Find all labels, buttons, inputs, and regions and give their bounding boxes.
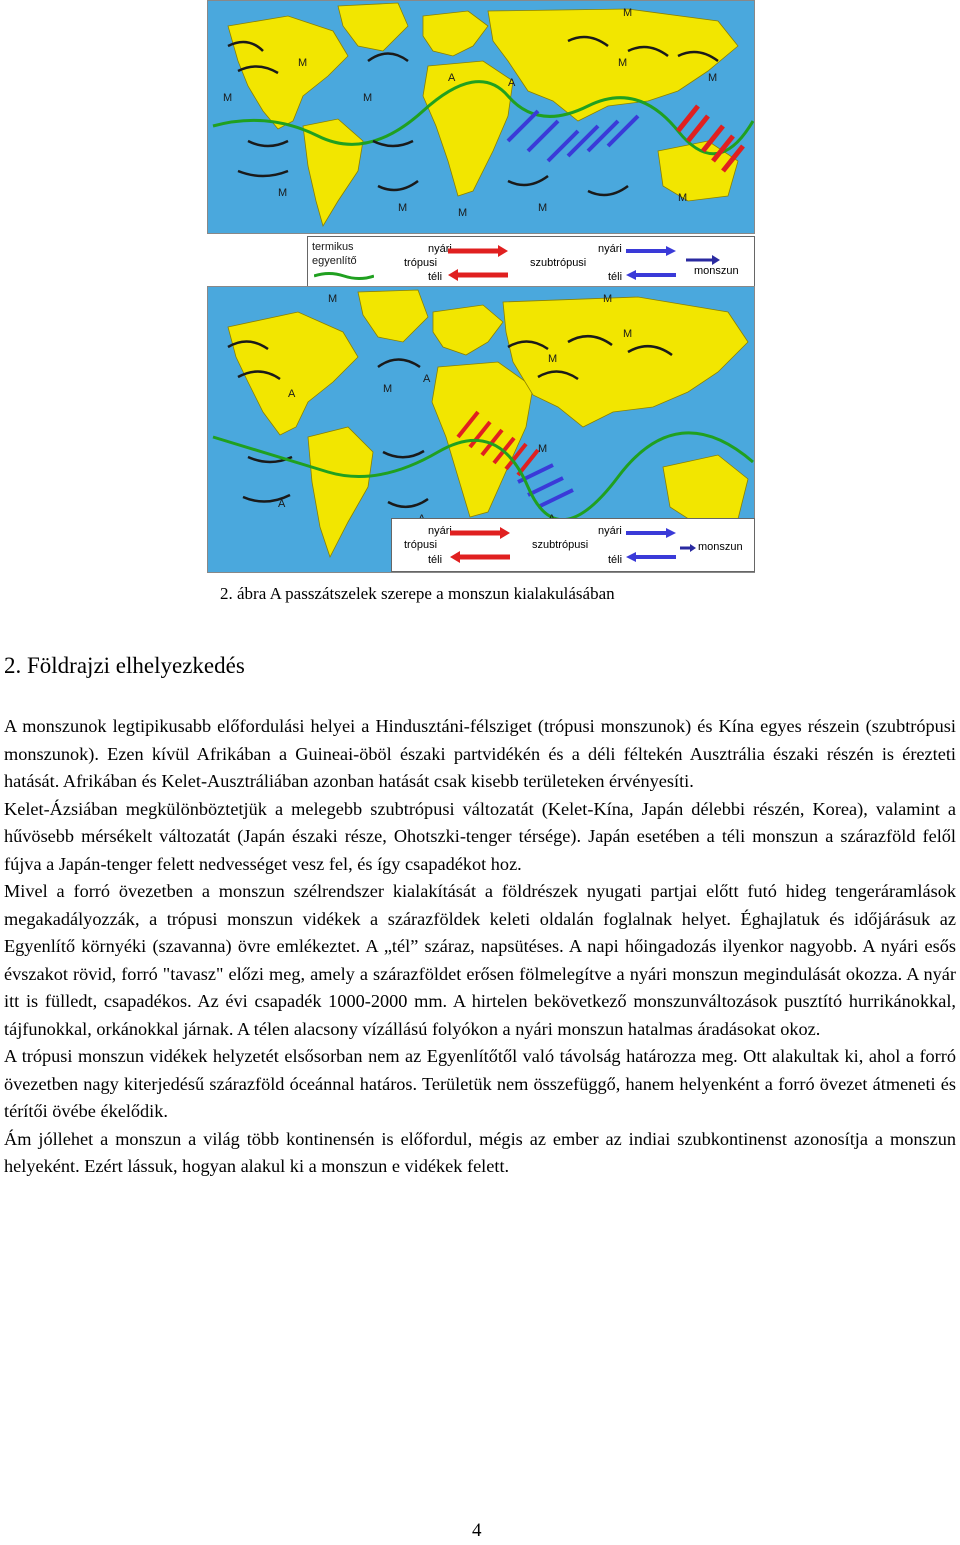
subtropical-arrows-icon (626, 527, 676, 567)
tropical-arrows-icon (450, 527, 510, 567)
figure (207, 0, 753, 570)
legend-tropical-label: trópusi (404, 257, 438, 269)
legend-tropical-winter: téli (428, 271, 443, 283)
map-letter: M (548, 353, 558, 365)
legend-tropical-summer: nyári (428, 525, 452, 537)
map-letter: M (538, 443, 548, 455)
map-letter: M (363, 92, 373, 104)
legend-equator-line1: termikus (312, 241, 354, 253)
monsoon-arrow-icon (680, 543, 696, 553)
legend-subtropical-winter: téli (608, 554, 623, 566)
paragraph: Ám jóllehet a monszun a világ több kontinensén is előfordul, mégis az ember az indiai szubkontinenst azonosítja a monszun helyeként. Ezért lássuk, hogyan alakul ki a monszun e vidékek felett. (4, 1128, 956, 1176)
legend-tropical-label: trópusi (404, 539, 438, 551)
paragraph: Kelet-Ázsiában megkülönböztetjük a melegebb szubtrópusi változatát (Kelet-Kína, Japán délebbi részén, Korea), valamint a hűvösebb mérsékelt változatát (Japán északi része, Ohotszki-tenger térsége). Japán esetében a téli monszun a szárazföld felől fújva a Japán-tenger felett nedvességet vesz fel, és így csapadékot hoz. (4, 798, 956, 874)
map-letter: M (223, 92, 233, 104)
paragraph: A trópusi monszun vidékek helyzetét elsősorban nem az Egyenlítőtől való távolság határozza meg. Ott alakultak ki, ahol a forró övezetben nagy kiterjedésű szárazföld óceánnal határos. Területük nem összefüggő, hanem helyenként a forró övezet átmeneti és térítői övébe ékelődik. (4, 1046, 956, 1121)
map-letter: M (278, 187, 288, 199)
world-map-summer (207, 0, 755, 234)
legend-subtropical-summer: nyári (598, 525, 622, 537)
map-letter: M (538, 202, 548, 214)
paragraph: A monszunok legtipikusabb előfordulási helyei a Hindusztáni-félsziget (trópusi monszunok) és Kína egyes részein (szubtrópusi monszunok). Ezen kívül Afrikában a Guineai-öböl északi partvidékén és a déli féltekén Ausztrália északi részén is érezteti hatását. Afrikában és Kelet-Ausztráliában azonban hatását csak kisebb területeken érvényesíti. (4, 716, 956, 791)
legend-subtropical-label: szubtrópusi (532, 539, 589, 551)
subtropical-arrows-icon (626, 245, 676, 285)
page-number: 4 (472, 1520, 482, 1541)
map-letter: M (623, 328, 633, 340)
tropical-arrows-icon (448, 245, 508, 285)
legend-equator-line2: egyenlítő (312, 255, 357, 267)
map-letter: A (508, 77, 516, 89)
map-letter: M (398, 202, 408, 214)
map-letter: M (623, 7, 633, 19)
legend-summer (307, 236, 755, 288)
map-letter: A (288, 388, 296, 400)
legend-winter (391, 518, 755, 572)
section-heading: 2. Földrajzi elhelyezkedés (4, 653, 245, 678)
map-letter: M (298, 57, 308, 69)
legend-subtropical-label: szubtrópusi (530, 257, 587, 269)
map-letter: M (618, 57, 628, 69)
body-text (4, 713, 956, 1181)
map-letter: M (328, 293, 338, 305)
map-letter: A (278, 498, 286, 510)
map-letter: M (458, 207, 468, 219)
legend-monsoon-label: monszun (694, 265, 739, 277)
figure-caption: 2. ábra A passzátszelek szerepe a monszun kialakulásában (220, 584, 615, 603)
legend-tropical-winter: téli (428, 554, 443, 566)
legend-subtropical-summer: nyári (598, 243, 622, 255)
legend-tropical-summer: nyári (428, 243, 452, 255)
equator-legend-line (314, 271, 374, 281)
legend-monsoon-label: monszun (698, 541, 743, 553)
map-letter: A (448, 72, 456, 84)
map-letter: M (383, 383, 393, 395)
map-letter: M (603, 293, 613, 305)
map-letter: M (708, 72, 718, 84)
map-drawing-summer (208, 1, 754, 233)
legend-subtropical-winter: téli (608, 271, 623, 283)
paragraph: Mivel a forró övezetben a monszun szélrendszer kialakítását a földrészek nyugati partjai előtt futó hideg tengeráramlások megakadályozzák, a trópusi monszun vidékek a szárazföldek keleti oldalán foglalnak helyet. Éghajlatuk és időjárásuk az Egyenlítő környéki (szavanna) övre emlékeztet. A „tél” száraz, napsütéses. A napi hőingadozás ilyenkor nagyobb. A nyári esős évszakot rövid, forró "tavasz" előzi meg, amely a szárazföldet erősen fölmelegítve a nyári monszun megindulását okozza. A nyár itt is fülledt, csapadékos. Az évi csapadék 1000-2000 mm. A hirtelen bekövetkező monszunváltozások pusztító hurrikánokkal, tájfunokkal, orkánokkal járnak. A télen alacsony vízállású folyókon a nyári monszun hatalmas áradásokat okoz. (4, 881, 956, 1039)
map-letter: M (678, 192, 688, 204)
map-letter: A (423, 373, 431, 385)
